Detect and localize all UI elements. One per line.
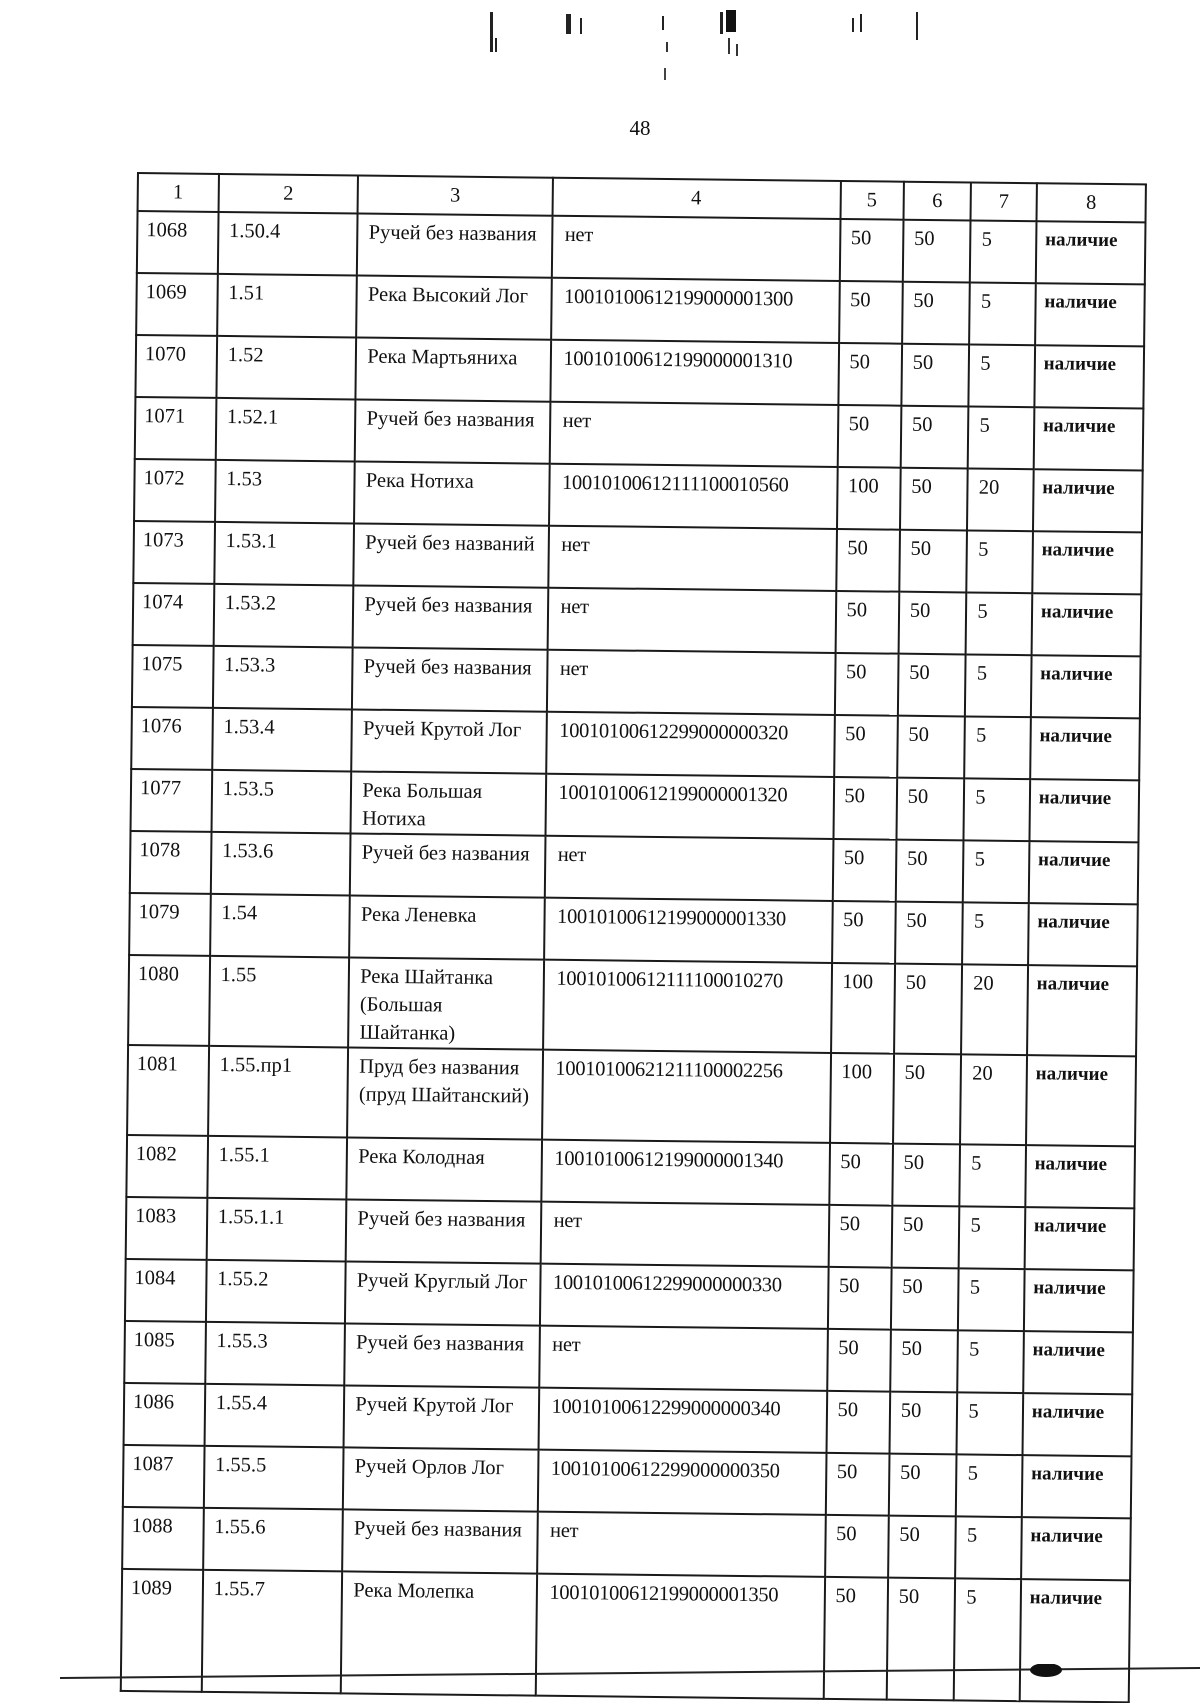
page-number: 48 — [629, 116, 651, 140]
table-row — [125, 1259, 1134, 1332]
value-col-5: 100 — [830, 1053, 894, 1144]
object-code: 1.52 — [216, 336, 356, 400]
value-col-7: 5 — [966, 592, 1032, 655]
table-row — [124, 1383, 1133, 1456]
scan-artifact-marks — [480, 8, 940, 88]
object-code: 1.55.5 — [204, 1446, 344, 1510]
column-header-3: 3 — [358, 176, 553, 216]
registry-id: 10010100612199000001340 — [541, 1140, 830, 1205]
object-name: Ручей без названий — [354, 523, 549, 587]
object-code: 1.51 — [217, 274, 357, 338]
object-name: Река Колодная — [347, 1137, 542, 1201]
status-cell: наличие — [1024, 1269, 1134, 1332]
row-number: 1084 — [125, 1259, 206, 1322]
value-col-6: 50 — [889, 1454, 957, 1517]
object-name: Река Большая Нотиха — [351, 771, 546, 835]
scan-bottom-line — [60, 1664, 1200, 1684]
object-code: 1.53.6 — [211, 832, 351, 896]
registry-id: нет — [551, 216, 840, 281]
object-code: 1.53.4 — [212, 708, 352, 772]
table-row — [132, 645, 1141, 718]
value-col-7: 5 — [965, 716, 1031, 779]
status-cell: наличие — [1029, 779, 1139, 842]
registry-id: 10010100612299000000320 — [546, 712, 835, 777]
value-col-5: 50 — [834, 715, 898, 778]
value-col-7: 5 — [968, 406, 1034, 469]
row-number: 1077 — [131, 769, 212, 832]
row-number: 1071 — [135, 397, 216, 460]
value-col-5: 50 — [828, 1205, 892, 1268]
row-number: 1073 — [133, 521, 214, 584]
table-row — [126, 1135, 1135, 1208]
table-row — [130, 831, 1139, 904]
value-col-6: 50 — [897, 716, 965, 779]
object-name: Река Леневка — [349, 895, 544, 959]
row-number: 1082 — [126, 1135, 207, 1198]
registry-id: нет — [549, 402, 838, 467]
object-name: Ручей Круглый Лог — [345, 1261, 540, 1325]
value-col-6: 50 — [900, 468, 968, 531]
object-name: Ручей Крутой Лог — [352, 709, 547, 773]
value-col-5: 100 — [831, 963, 895, 1054]
object-code: 1.53.2 — [213, 584, 353, 648]
object-code: 1.54 — [210, 894, 350, 958]
row-number: 1076 — [131, 707, 212, 770]
object-code: 1.52.1 — [215, 398, 355, 462]
row-number: 1079 — [129, 893, 210, 956]
table-row — [129, 893, 1138, 966]
status-cell: наличие — [1027, 965, 1137, 1056]
value-col-7: 5 — [960, 1144, 1026, 1207]
object-name: Ручей без названия — [357, 214, 552, 278]
registry-id: 10010100612199000001300 — [551, 278, 840, 343]
status-cell: наличие — [1024, 1207, 1134, 1270]
value-col-5: 50 — [829, 1143, 893, 1206]
table-row — [131, 769, 1140, 842]
value-col-6: 50 — [891, 1206, 959, 1269]
registry-id: 10010100612299000000340 — [538, 1388, 827, 1453]
row-number: 1080 — [128, 955, 210, 1046]
object-name: Ручей без названия — [350, 833, 545, 897]
registry-id: 10010100612199000001330 — [544, 898, 833, 963]
object-name: Река Шайтанка (Большая Шайтанка) — [348, 957, 543, 1049]
registry-id: 10010100612299000000350 — [537, 1450, 826, 1515]
row-number: 1074 — [133, 583, 214, 646]
registry-id: 10010100612199000001310 — [550, 340, 839, 405]
value-col-5: 50 — [832, 839, 896, 902]
table-row — [127, 1045, 1136, 1146]
value-col-6: 50 — [903, 220, 971, 283]
value-col-7: 5 — [959, 1206, 1025, 1269]
value-col-7: 5 — [962, 902, 1028, 965]
object-name: Ручей без названия — [353, 585, 548, 649]
value-col-7: 5 — [956, 1454, 1022, 1517]
value-col-6: 50 — [898, 654, 966, 717]
status-cell: наличие — [1031, 655, 1141, 718]
value-col-7: 5 — [965, 654, 1031, 717]
value-col-6: 50 — [900, 406, 968, 469]
value-col-5: 50 — [839, 219, 903, 282]
column-header-7: 7 — [971, 182, 1037, 221]
column-header-1: 1 — [138, 173, 219, 212]
value-col-6: 50 — [889, 1392, 957, 1455]
table-row — [137, 211, 1146, 284]
value-col-5: 50 — [834, 653, 898, 716]
value-col-7: 5 — [967, 530, 1033, 593]
status-cell: наличие — [1036, 221, 1146, 284]
value-col-6: 50 — [888, 1516, 956, 1579]
object-name: Ручей без названия — [342, 1509, 537, 1573]
value-col-5: 50 — [836, 529, 900, 592]
row-number: 1085 — [124, 1321, 205, 1384]
value-col-7: 5 — [958, 1330, 1024, 1393]
water-objects-table — [120, 172, 1147, 1703]
object-name: Ручей без названия — [352, 647, 547, 711]
registry-id: 10010100621211100002256 — [542, 1050, 831, 1143]
value-col-6: 50 — [894, 964, 963, 1055]
row-number: 1083 — [126, 1197, 207, 1260]
value-col-5: 50 — [827, 1267, 891, 1330]
table-row — [134, 459, 1143, 532]
column-header-4: 4 — [552, 178, 840, 219]
object-name: Пруд без названия (пруд Шайтанский) — [347, 1047, 542, 1139]
status-cell: наличие — [1032, 531, 1142, 594]
object-name: Река Молепка — [341, 1571, 537, 1695]
status-cell: наличие — [1022, 1455, 1132, 1518]
status-cell: наличие — [1028, 903, 1138, 966]
value-col-7: 5 — [957, 1392, 1023, 1455]
column-header-2: 2 — [218, 174, 358, 214]
value-col-5: 50 — [838, 343, 902, 406]
value-col-7: 20 — [960, 1054, 1026, 1145]
table-row — [136, 273, 1145, 346]
value-col-6: 50 — [898, 592, 966, 655]
value-col-5: 50 — [827, 1329, 891, 1392]
value-col-6: 50 — [901, 344, 969, 407]
value-col-5: 50 — [837, 405, 901, 468]
row-number: 1072 — [134, 459, 215, 522]
value-col-5: 50 — [839, 281, 903, 344]
row-number: 1068 — [137, 211, 218, 274]
status-cell: наличие — [1025, 1145, 1135, 1208]
table-container — [120, 172, 1147, 1703]
value-col-6: 50 — [893, 1054, 962, 1145]
object-code: 1.55.3 — [205, 1322, 345, 1386]
row-number: 1088 — [122, 1507, 203, 1570]
row-number: 1086 — [124, 1383, 205, 1446]
object-code: 1.53.1 — [214, 522, 354, 586]
registry-id: нет — [547, 588, 836, 653]
value-col-6: 50 — [896, 778, 964, 841]
object-code: 1.53 — [215, 460, 355, 524]
value-col-7: 5 — [963, 840, 1029, 903]
registry-id: нет — [548, 526, 837, 591]
row-number: 1075 — [132, 645, 213, 708]
object-name: Ручей без названия — [355, 399, 550, 463]
value-col-7: 5 — [954, 1578, 1021, 1701]
object-code: 1.55.4 — [204, 1384, 344, 1448]
object-name: Река Высокий Лог — [356, 276, 551, 340]
object-code: 1.53.5 — [211, 770, 351, 834]
object-name: Река Мартьяниха — [356, 338, 551, 402]
value-col-5: 100 — [837, 467, 901, 530]
object-name: Ручей Орлов Лог — [343, 1447, 538, 1511]
table-row — [135, 397, 1144, 470]
object-code: 1.55.пр1 — [208, 1046, 349, 1138]
column-header-6: 6 — [903, 182, 971, 221]
value-col-6: 50 — [899, 530, 967, 593]
value-col-7: 5 — [970, 282, 1036, 345]
table-row — [126, 1197, 1135, 1270]
object-code: 1.55.1 — [207, 1136, 347, 1200]
value-col-5: 50 — [825, 1515, 889, 1578]
value-col-5: 50 — [825, 1453, 889, 1516]
value-col-7: 20 — [961, 964, 1027, 1055]
registry-id: нет — [546, 650, 835, 715]
registry-id: 10010100612199000001350 — [535, 1574, 824, 1699]
object-name: Ручей без названия — [346, 1199, 541, 1263]
status-cell: наличие — [1021, 1517, 1131, 1580]
object-name: Ручей Крутой Лог — [344, 1385, 539, 1449]
registry-id: 10010100612111100010270 — [543, 960, 832, 1053]
value-col-6: 50 — [886, 1578, 955, 1701]
object-name: Ручей без названия — [345, 1323, 540, 1387]
value-col-6: 50 — [892, 1144, 960, 1207]
status-cell: наличие — [1035, 283, 1145, 346]
column-header-5: 5 — [840, 181, 904, 220]
value-col-7: 5 — [956, 1516, 1022, 1579]
value-col-6: 50 — [891, 1268, 959, 1331]
value-col-7: 5 — [969, 344, 1035, 407]
registry-id: 10010100612199000001320 — [545, 774, 834, 839]
value-col-5: 50 — [823, 1577, 888, 1700]
registry-id: нет — [537, 1512, 826, 1577]
status-cell: наличие — [1034, 407, 1144, 470]
value-col-5: 50 — [832, 901, 896, 964]
row-number: 1089 — [121, 1569, 203, 1692]
status-cell: наличие — [1034, 345, 1144, 408]
value-col-5: 50 — [826, 1391, 890, 1454]
object-code: 1.55 — [209, 956, 350, 1048]
value-col-5: 50 — [835, 591, 899, 654]
object-code: 1.55.6 — [203, 1508, 343, 1572]
value-col-6: 50 — [896, 840, 964, 903]
table-row — [124, 1321, 1133, 1394]
status-cell: наличие — [1023, 1331, 1133, 1394]
value-col-6: 50 — [895, 902, 963, 965]
status-cell: наличие — [1031, 593, 1141, 656]
object-code: 1.55.1.1 — [206, 1198, 346, 1262]
row-number: 1070 — [135, 335, 216, 398]
object-code: 1.55.7 — [201, 1570, 342, 1694]
table-row — [123, 1445, 1132, 1518]
registry-id: нет — [539, 1326, 828, 1391]
column-header-8: 8 — [1036, 183, 1146, 222]
status-cell: наличие — [1030, 717, 1140, 780]
table-row — [122, 1507, 1131, 1580]
object-name: Река Нотиха — [354, 461, 549, 525]
row-number: 1069 — [136, 273, 217, 336]
row-number: 1081 — [127, 1045, 209, 1136]
status-cell: наличие — [1029, 841, 1139, 904]
object-code: 1.55.2 — [206, 1260, 346, 1324]
object-code: 1.50.4 — [218, 212, 358, 276]
value-col-7: 5 — [970, 220, 1036, 283]
status-cell: наличие — [1022, 1393, 1132, 1456]
value-col-6: 50 — [890, 1330, 958, 1393]
status-cell: наличие — [1033, 469, 1143, 532]
value-col-7: 5 — [958, 1268, 1024, 1331]
registry-id: 10010100612111100010560 — [549, 464, 838, 529]
row-number: 1087 — [123, 1445, 204, 1508]
row-number: 1078 — [130, 831, 211, 894]
value-col-7: 5 — [964, 778, 1030, 841]
value-col-6: 50 — [902, 282, 970, 345]
table-row — [135, 335, 1144, 408]
table-row — [133, 521, 1142, 594]
registry-id: 10010100612299000000330 — [539, 1264, 828, 1329]
object-code: 1.53.3 — [213, 646, 353, 710]
table-row — [128, 955, 1137, 1056]
registry-id: нет — [540, 1202, 829, 1267]
status-cell: наличие — [1026, 1055, 1136, 1146]
table-row — [133, 583, 1142, 656]
table-row — [131, 707, 1140, 780]
value-col-5: 50 — [833, 777, 897, 840]
value-col-7: 20 — [967, 468, 1033, 531]
status-cell: наличие — [1020, 1579, 1131, 1702]
registry-id: нет — [544, 836, 833, 901]
